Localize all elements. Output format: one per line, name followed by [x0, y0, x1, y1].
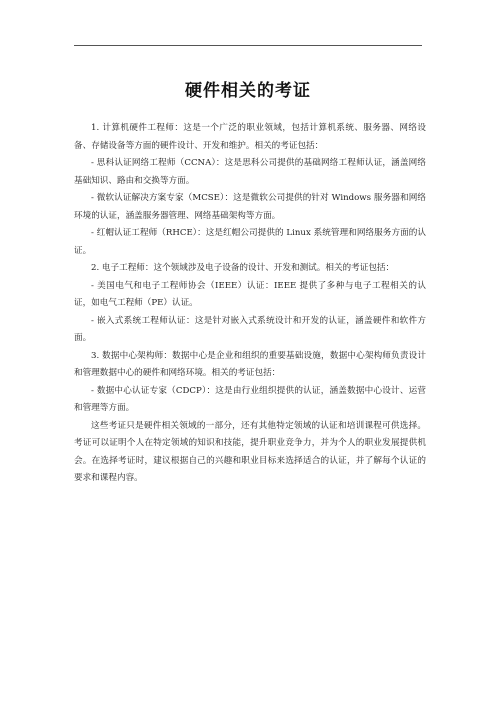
header-rule: [74, 45, 422, 46]
paragraph-5: 2. 电子工程师：这个领域涉及电子设备的设计、开发和测试。相关的考证包括：: [91, 263, 395, 273]
paragraph-2: - 思科认证网络工程师（CCNA）：这是思科公司提供的基础网络工程师认证，涵盖网络基础知识、路由和交换等方面。: [74, 158, 426, 186]
paragraph-8: 3. 数据中心架构师：数据中心是企业和组织的重要基础设施，数据中心架构师负责设计和管理数据中心的硬件和网络环境。相关的考证包括：: [74, 350, 426, 378]
document-body: [74, 120, 426, 488]
paragraph-4: - 红帽认证工程师（RHCE）：这是红帽公司提供的 Linux 系统管理和网络服务方面的认证。: [74, 228, 426, 256]
paragraph-10: 这些考证只是硬件相关领域的一部分，还有其他特定领域的认证和培训课程可供选择。考证可以证明个人在特定领域的知识和技能，提升职业竞争力，并为个人的职业发展提供机会。在选择考证时，建议根据自己的兴趣和职业目标来选择适合的认证，并了解每个认证的要求和课程内容。: [74, 420, 426, 483]
paragraph-3: - 微软认证解决方案专家（MCSE）：这是微软公司提供的针对 Windows 服务器和网络环境的认证，涵盖服务器管理、网络基础架构等方面。: [74, 193, 426, 221]
document-title: 硬件相关的考证: [185, 81, 311, 101]
paragraph-6: - 美国电气和电子工程师协会（IEEE）认证：IEEE 提供了多种与电子工程相关的认证，如电气工程师（PE）认证。: [74, 280, 426, 308]
paragraph-9: - 数据中心认证专家（CDCP）：这是由行业组织提供的认证，涵盖数据中心设计、运营和管理等方面。: [74, 385, 426, 413]
paragraph-1: 1. 计算机硬件工程师：这是一个广泛的职业领域，包括计算机系统、服务器、网络设备、存储设备等方面的硬件设计、开发和维护。相关的考证包括：: [74, 123, 426, 151]
paragraph-7: - 嵌入式系统工程师认证：这是针对嵌入式系统设计和开发的认证，涵盖硬件和软件方面。: [74, 315, 426, 343]
